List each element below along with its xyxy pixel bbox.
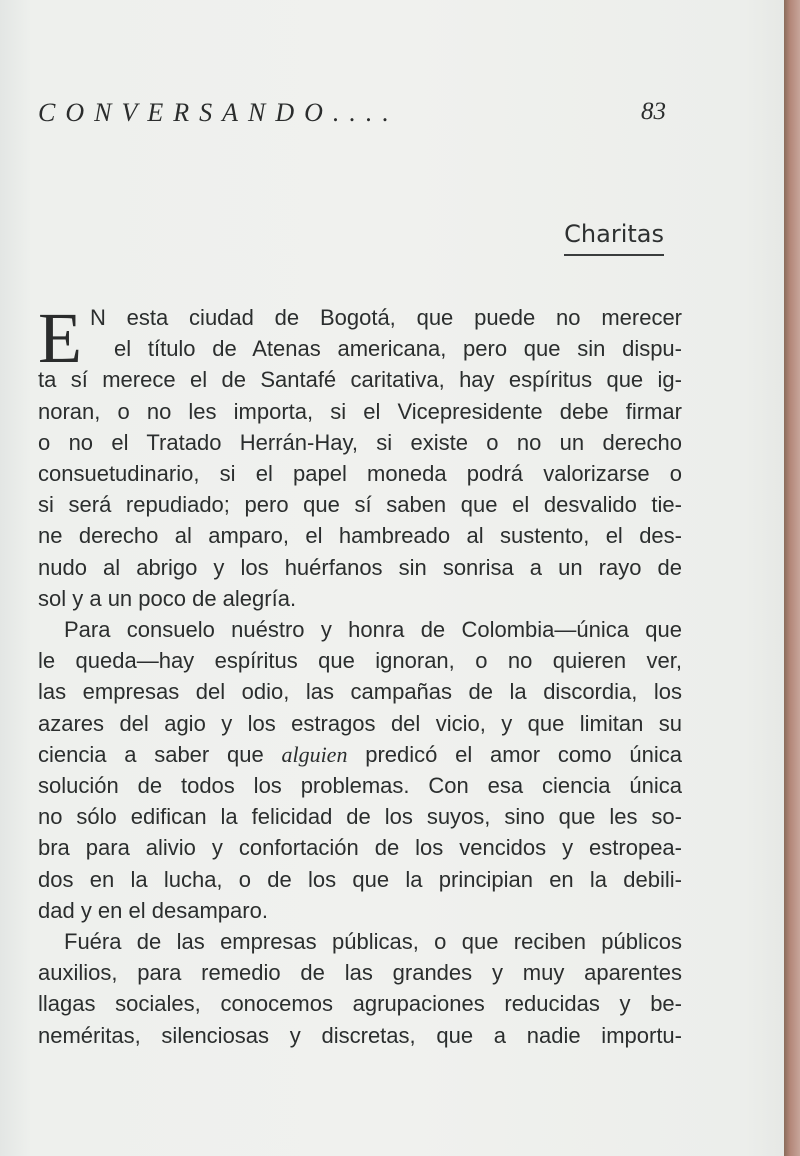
text-line-with-italic [38, 739, 682, 770]
text-line: Fuéra de las empresas públicas, o que reciben públicos [64, 929, 682, 954]
text-line: Para consuelo nuéstro y honra de Colombia—única que [64, 617, 682, 642]
text-line: dad y en el desamparo. [38, 897, 268, 923]
italic-word: alguien [281, 741, 348, 767]
text-line: N esta ciudad de Bogotá, que puede no merecer [90, 305, 682, 330]
text-line: las empresas del odio, las campañas de la discordia, los [38, 679, 682, 705]
book-edge [784, 0, 800, 1156]
text-line: neméritas, silenciosas y discretas, que a nadie importu- [38, 1022, 682, 1048]
text-line: ta sí merece el de Santafé caritativa, hay espíritus que ig- [38, 367, 682, 393]
text-line: el título de Atenas americana, pero que sin dispu- [114, 336, 682, 362]
section-title: Charitas [564, 220, 664, 256]
paragraph-1 [38, 298, 682, 614]
paragraph-2 [38, 614, 682, 926]
section-heading [564, 220, 664, 256]
text-line: llagas sociales, conocemos agrupaciones reducidas y be- [38, 991, 682, 1017]
page-number: 83 [641, 98, 666, 125]
text-line: bra para alivio y confortación de los vencidos y estropea- [38, 835, 682, 861]
text-line: nudo al abrigo y los huérfanos sin sonrisa a un rayo de [38, 554, 682, 580]
text-line: azares del agio y los estragos del vicio, y que limitan su [38, 710, 682, 736]
text-line: dos en la lucha, o de los que la principian en la debili- [38, 866, 682, 892]
text-line: noran, o no les importa, si el Vicepresidente debe firmar [38, 398, 682, 424]
text-fragment: predicó el amor como única [365, 741, 682, 767]
text-line: sol y a un poco de alegría. [38, 585, 297, 611]
drop-cap: E [38, 298, 82, 378]
text-line: le queda—hay espíritus que ignoran, o no quieren ver, [38, 648, 682, 674]
text-line: o no el Tratado Herrán-Hay, si existe o no un derecho [38, 429, 682, 455]
text-line: si será repudiado; pero que sí saben que el desvalido tie- [38, 492, 682, 518]
running-title: CONVERSANDO.... [38, 98, 399, 127]
paragraph-3 [38, 926, 682, 1051]
text-line: no sólo edifican la felicidad de los suyos, sino que les so- [38, 804, 682, 830]
text-line: solución de todos los problemas. Con esa ciencia única [38, 773, 682, 799]
text-line: consuetudinario, si el papel moneda podrá valorizarse o [38, 461, 682, 487]
text-line: ne derecho al amparo, el hambreado al sustento, el des- [38, 523, 682, 549]
text-fragment: ciencia a saber que [38, 741, 264, 767]
text-line: auxilios, para remedio de las grandes y muy aparentes [38, 960, 682, 986]
page-header [38, 98, 666, 138]
